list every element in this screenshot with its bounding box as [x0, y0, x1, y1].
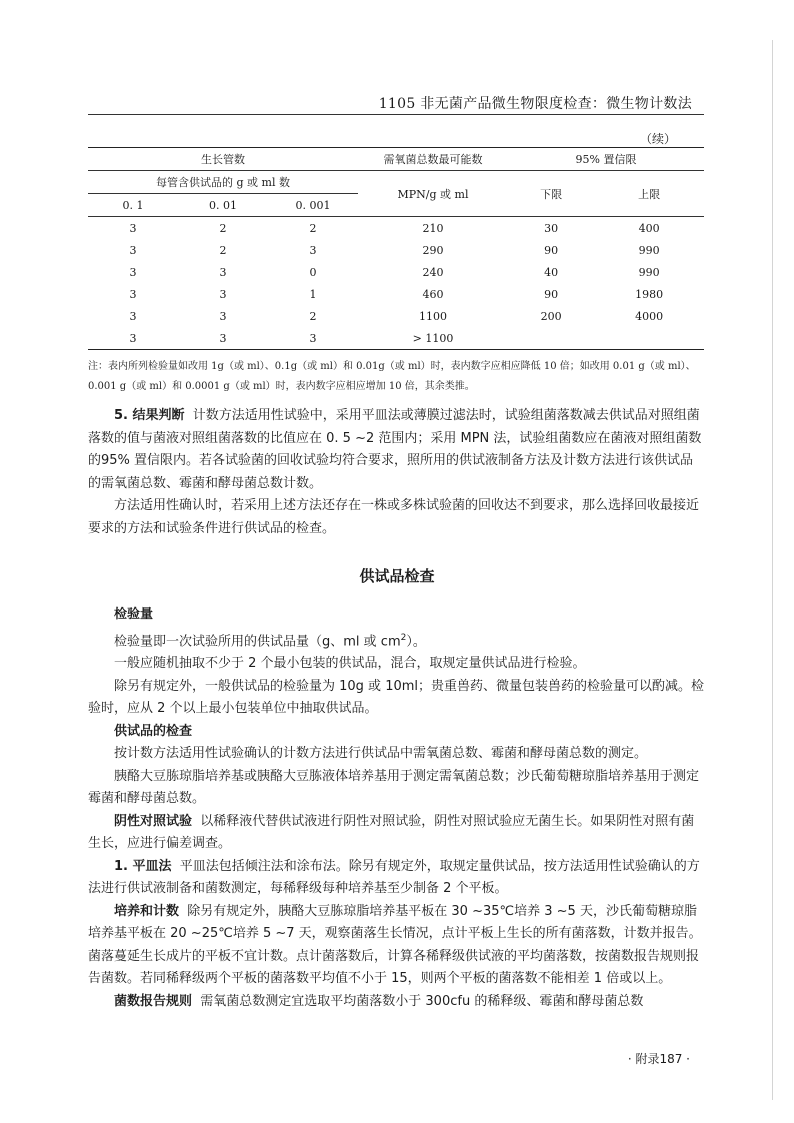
- cell-upper: 400: [638, 221, 660, 235]
- amount-heading: 检验量: [114, 607, 154, 622]
- cell-tube-0-1: 3: [129, 309, 137, 323]
- table-row: [88, 261, 704, 283]
- cell-tube-0-001: 3: [268, 327, 358, 350]
- page-edge-line: [772, 40, 773, 1100]
- exam-paragraph-1: 按计数方法适用性试验确认的计数方法进行供试品中需氧菌总数、霉菌和酵母菌总数的测定。: [114, 746, 648, 762]
- cell-mpn: 1100: [419, 309, 447, 323]
- cell-mpn: 210: [422, 221, 444, 235]
- cell-mpn: 240: [422, 265, 444, 279]
- cell-upper: 990: [638, 243, 660, 257]
- cell-tube-0-01: 3: [178, 327, 268, 350]
- cell-upper: [594, 327, 704, 350]
- culture-count-heading: 培养和计数: [114, 903, 180, 919]
- cell-tube-0-01: 2: [219, 221, 227, 235]
- cell-tube-0-01: 3: [219, 265, 227, 279]
- cell-mpn: 290: [422, 243, 444, 257]
- header-upper: 上限: [594, 171, 704, 217]
- cell-lower: [508, 327, 594, 350]
- header-mpn: 需氧菌总数最可能数: [358, 148, 508, 171]
- header-mpn-unit: MPN/g 或 ml: [358, 171, 508, 217]
- table-row: [88, 283, 704, 305]
- amount-paragraph-2: 一般应随机抽取不少于 2 个最小包装的供试品，混合，取规定量供试品进行检验。: [114, 656, 586, 672]
- cell-tube-0-001: 2: [309, 221, 317, 235]
- header-col-0-001: 0. 001: [268, 194, 358, 217]
- result-paragraph: [88, 405, 704, 495]
- cell-lower: 90: [544, 287, 559, 301]
- cell-lower: 30: [544, 221, 559, 235]
- cell-tube-0-001: 1: [309, 287, 317, 301]
- amount-paragraph-3: 除另有规定外，一般供试品的检验量为 10g 或 10ml；贵重兽药、微量包装兽药的检验量可以酌减。检验时，应从 2 个以上最小包装单位中抽取供试品。: [88, 678, 705, 717]
- cell-upper: 1980: [635, 287, 664, 301]
- report-rule-paragraph: 菌数报告规则 需氧菌总数测定宜选取平均菌落数小于 300cfu 的稀释级、霉菌和酵母菌总数: [114, 993, 644, 1009]
- culture-count-paragraph: 培养和计数 除另有规定外，胰酪大豆胨琼脂培养基平板在 30 ~35℃培养 3 ~5 天，沙氏葡萄糖琼脂培养基平板在 20 ~25℃培养 5 ~7 天，观察菌落生长情况，点计平板上生长的所有菌落数，计数并报告。菌落蔓延生长成片的平板不宜计数。点计菌落数后，计算各稀释级供试液的平均菌落数，按菌数报告规则报告菌数。若同稀释级两个平板的菌落数平均值不小于 15，则两个平板的菌落数不能相差 1 倍或以上。: [88, 903, 702, 987]
- cell-upper: 4000: [635, 309, 664, 323]
- table-continued-label: （续）: [639, 132, 676, 146]
- table-row: [88, 327, 704, 350]
- cell-tube-0-001: 2: [309, 309, 317, 323]
- cell-mpn: 460: [422, 287, 444, 301]
- exam-paragraph-2: 胰酪大豆胨琼脂培养基或胰酪大豆胨液体培养基用于测定需氧菌总数；沙氏葡萄糖琼脂培养基用于测定霉菌和酵母菌总数。: [88, 768, 700, 807]
- section-title: 供试品检查: [359, 567, 435, 585]
- negative-control-paragraph: 阴性对照试验 以稀释液代替供试液进行阴性对照试验，阴性对照试验应无菌生长。如果阴性对照有菌生长，应进行偏差调查。: [88, 813, 695, 852]
- header-amount-per-tube: 每管含供试品的 g 或 ml 数: [88, 171, 358, 194]
- cell-tube-0-01: 2: [219, 243, 227, 257]
- report-rule-heading: 菌数报告规则: [114, 993, 193, 1009]
- cell-upper: 990: [638, 265, 660, 279]
- table-row: [88, 305, 704, 327]
- plate-method-paragraph: 1. 平皿法 平皿法包括倾注法和涂布法。除另有规定外，取规定量供试品，按方法适用性试验确认的方法进行供试液制备和菌数测定，每稀释级每种培养基至少制备 2 个平板。: [88, 858, 700, 897]
- cell-lower: 40: [544, 265, 559, 279]
- cell-tube-0-001: 0: [309, 265, 317, 279]
- table-row: [88, 239, 704, 261]
- table-row: [88, 217, 704, 240]
- result-paragraph-2: 方法适用性确认时，若采用上述方法还存在一株或多株试验菌的回收达不到要求，那么选择回收最接近要求的方法和试验条件进行供试品的检查。: [88, 498, 700, 536]
- header-col-0-01: 0. 01: [178, 194, 268, 217]
- cell-lower: 200: [540, 309, 562, 323]
- sample-exam-section: [88, 604, 704, 1013]
- exam-heading: 供试品的检查: [114, 723, 193, 739]
- cell-tube-0-1: 3: [129, 265, 137, 279]
- header-lower: 下限: [508, 171, 594, 217]
- header-col-0-1: 0. 1: [88, 194, 178, 217]
- cell-tube-0-1: 3: [129, 221, 137, 235]
- cell-tube-0-01: 3: [219, 287, 227, 301]
- table-note: 注：表内所列检验量如改用 1g（或 ml）、0.1g（或 ml）和 0.01g（或 ml）时，表内数字应相应降低 10 倍；如改用 0.01 g（或 ml）、0.001 g（或 ml）和 0.0001 g（或 ml）时，表内数字应相应增加 10 倍，其余类推。: [88, 361, 696, 392]
- result-text: 计数方法适用性试验中，采用平皿法或薄膜过滤法时，试验组菌落数减去供试品对照组菌落数的值与菌液对照组菌落数的比值应在 0. 5 ~2 范围内；采用 MPN 法，试验组菌数应在菌液对照组菌数的95% 置信限内。若各试验菌的回收试验均符合要求，照所用的供试液制备方法及计数方法进行该供试品的需氧菌总数、霉菌和酵母菌总数计数。: [88, 408, 702, 491]
- page-number: · 附录187 ·: [627, 1052, 690, 1066]
- result-heading: 5. 结果判断: [114, 408, 185, 423]
- cell-tube-0-1: 3: [129, 243, 137, 257]
- cell-tube-0-01: 3: [219, 309, 227, 323]
- header-confidence: 95% 置信限: [508, 148, 704, 171]
- running-title: 1105 非无菌产品微生物限度检查：微生物计数法: [378, 96, 692, 112]
- cell-tube-0-1: 3: [88, 327, 178, 350]
- mpn-table: [88, 147, 704, 350]
- plate-method-heading: 1. 平皿法: [114, 858, 172, 874]
- result-section: [88, 405, 704, 540]
- cell-tube-0-1: 3: [129, 287, 137, 301]
- negative-control-heading: 阴性对照试验: [114, 813, 193, 829]
- cell-mpn: > 1100: [358, 327, 508, 350]
- cell-lower: 90: [544, 243, 559, 257]
- header-rule: [88, 114, 704, 115]
- amount-paragraph-1: 检验量即一次试验所用的供试品量（g、ml 或 $cm^2$）。: [114, 632, 426, 649]
- cell-tube-0-001: 3: [309, 243, 317, 257]
- header-growth-tubes: 生长管数: [88, 148, 358, 171]
